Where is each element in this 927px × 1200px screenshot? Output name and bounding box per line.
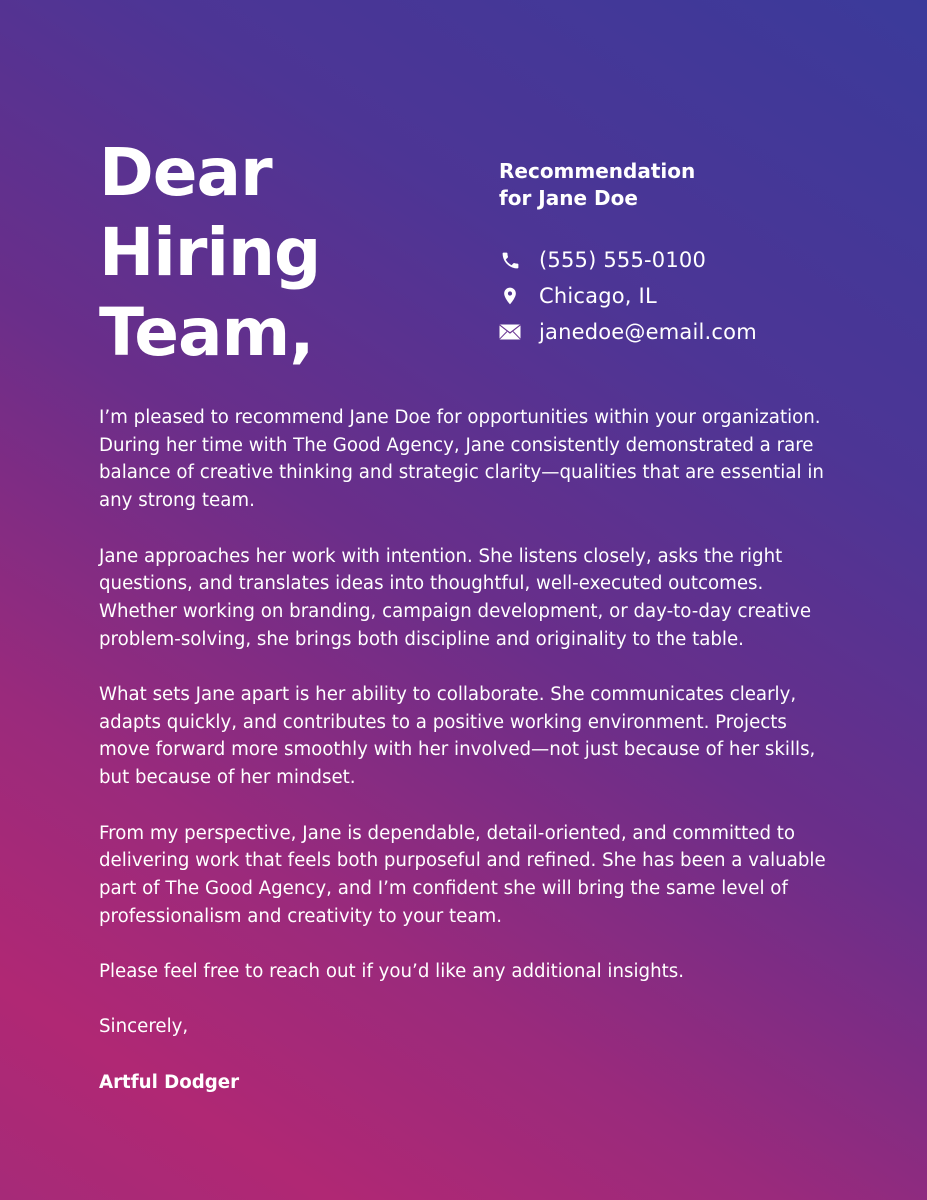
contact-phone bbox=[499, 242, 899, 278]
recommendation-title bbox=[499, 158, 829, 212]
salutation-heading bbox=[99, 133, 459, 373]
body-paragraph-3: What sets Jane apart is her ability to collaborate. She communicates clearly, adapts quickly, and contributes to a positive working environment. Projects move forward more smoothly with her involved—not just because of her skills, but because of her mindset. bbox=[99, 684, 816, 789]
contact-info bbox=[499, 242, 899, 350]
phone-icon bbox=[499, 249, 521, 271]
body-paragraph-5: Please feel free to reach out if you’d like any additional insights. bbox=[99, 961, 685, 982]
salutation-line-2: Hiring bbox=[99, 214, 321, 291]
salutation-line-1: Dear bbox=[99, 134, 272, 211]
contact-location bbox=[499, 278, 899, 314]
envelope-icon bbox=[499, 321, 521, 343]
recommendation-title-line-2: for Jane Doe bbox=[499, 186, 638, 210]
location-text: Chicago, IL bbox=[539, 284, 657, 308]
phone-number: (555) 555-0100 bbox=[539, 248, 707, 272]
letter-body bbox=[99, 404, 839, 1124]
email-text: janedoe@email.com bbox=[539, 320, 757, 344]
contact-email bbox=[499, 314, 899, 350]
body-paragraph-4: From my perspective, Jane is dependable, detail-oriented, and committed to delivering work that feels both purposeful and refined. She has been a valuable part of The Good Agency, and I’m confident she will bring the same level of professionalism and creativity to your team. bbox=[99, 822, 826, 927]
body-paragraph-1: I’m pleased to recommend Jane Doe for opportunities within your organization. During her time with The Good Agency, Jane consistently demonstrated a rare balance of creative thinking and strategic clarity—qualities that are essential in any strong team. bbox=[99, 407, 824, 512]
closing-signoff: Sincerely, bbox=[99, 1016, 189, 1038]
location-pin-icon bbox=[499, 285, 521, 307]
recommendation-title-line-1: Recommendation bbox=[499, 159, 696, 183]
body-paragraph-2: Jane approaches her work with intention. She listens closely, asks the right questions, and translates ideas into thoughtful, well-executed outcomes. Whether working on branding, campaign development, or day-to-day creative problem-solving, she brings both discipline and originality to the table. bbox=[99, 545, 812, 650]
salutation-line-3: Team, bbox=[99, 294, 314, 371]
closing-signature: Artful Dodger bbox=[99, 1071, 240, 1093]
